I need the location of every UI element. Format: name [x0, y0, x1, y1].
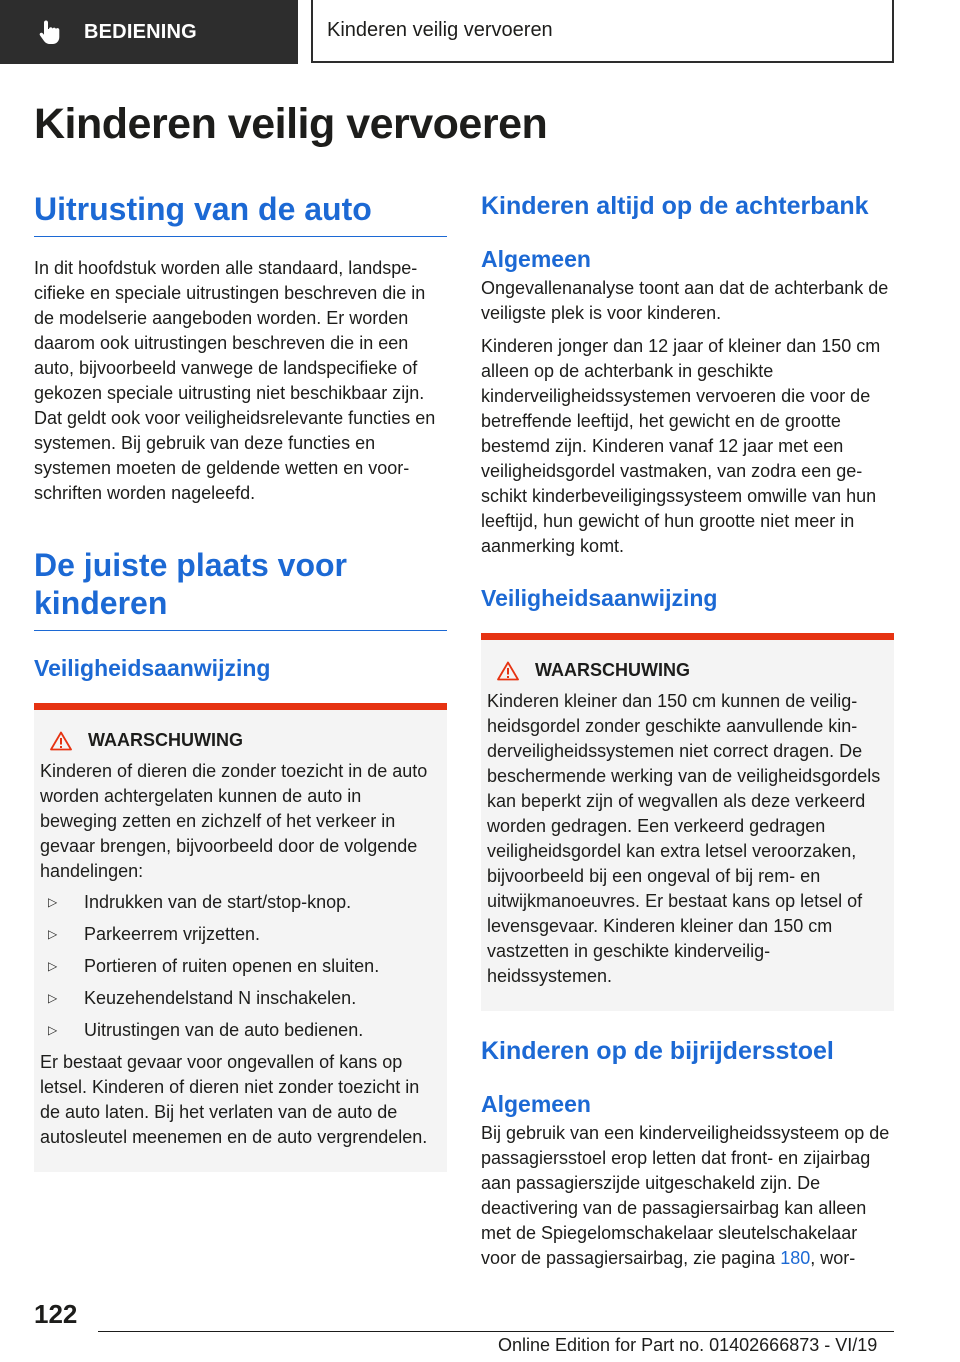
edition-info: Online Edition for Part no. 01402666873 - VI/19	[498, 1335, 878, 1355]
list-item: ▷ Uitrustingen van de auto bedienen.	[40, 1018, 441, 1043]
general-paragraph-2: Kinderen jonger dan 12 jaar of kleiner dan 150 cm alleen op de achterbank in geschikte kinderveiligheidssystemen vervoeren die voor de betreffende leeftijd, het gewicht en de grootte bestemd zijn. Kinderen vanaf 12 jaar met een veiligheidsgordel vastmaken, van zodra een geschikt kinderbeveiligingssysteem omwille van hun leeftijd, hun gewicht of hun grootte niet meer in aanmerking komt.	[481, 336, 881, 556]
hand-pointer-icon	[38, 19, 62, 45]
warning-text-right: Kinderen kleiner dan 150 cm kunnen de veiligheidsgordel zonder geschikte aanvullende kinderveiligheidssystemen niet correct dragen. De beschermende werking van de veiligheidsgordels kan beperkt zijn of wegvallen als deze verkeerd worden gedragen. Een verkeerd gedragen veiligheidsgordel kan extra letsel veroorzaken, bijvoorbeeld bij een ongeval of bij rem- en uitwijkmanoeuvres. Er bestaat kans op letsel of levensgevaar. Kinderen kleiner dan 150 cm vastzetten in geschikte kinderveiligheidssystemen.	[487, 691, 881, 986]
left-column	[34, 190, 447, 1172]
page-link[interactable]: 180	[780, 1248, 811, 1268]
bullet-triangle-icon: ▷	[48, 1023, 58, 1037]
warning-triangle-icon	[497, 661, 519, 681]
warning-title-left	[40, 730, 441, 751]
warning-label-right: WAARSCHUWING	[535, 660, 690, 680]
warning-box-right	[481, 633, 894, 1011]
warning-box-left	[34, 703, 447, 1172]
warning-title-right	[487, 660, 888, 681]
warning-outro: Er bestaat gevaar voor ongevallen of kans op letsel. Kinderen of dieren niet zonder toezicht in de auto laten. Bij het verlaten van de auto de autosleutel meenemen en de auto vergrendelen.	[40, 1052, 428, 1147]
page-title: Kinderen veilig vervoeren	[34, 100, 548, 148]
bullet-triangle-icon: ▷	[48, 959, 58, 973]
safety-heading-right: Veiligheidsaanwijzing	[481, 585, 718, 611]
warning-label-left: WAARSCHUWING	[88, 730, 243, 750]
running-title: Kinderen veilig vervoeren	[311, 0, 894, 63]
list-item: ▷ Indrukken van de start/stop-knop.	[40, 890, 441, 915]
section-tab	[0, 0, 298, 64]
section-tab-label: BEDIENING	[84, 20, 197, 43]
bullet-triangle-icon: ▷	[48, 895, 58, 909]
safety-heading-left: Veiligheidsaanwijzing	[34, 655, 271, 681]
rear-seat-heading: Kinderen altijd op de achterbank	[481, 192, 869, 220]
equipment-paragraph: In dit hoofdstuk worden alle standaard, landspecifieke en speciale uitrustingen beschreven die in de modelserie aangeboden worden. Er worden daarom ook uitrustingen beschreven die in een auto, bijvoorbeeld vanwege de landspecifieke of gekozen speciale uitrusting niet beschikbaar zijn. Dat geldt ook voor veiligheidsrelevante functies en systemen. Bij gebruik van deze functies en systemen moeten de geldende wetten en voorschriften worden nageleefd.	[34, 258, 436, 503]
place-heading: De juiste plaats voor kinderen	[34, 546, 447, 631]
passenger-seat-heading: Kinderen op de bijrijdersstoel	[481, 1037, 834, 1065]
page-number: 122	[34, 1299, 78, 1329]
equipment-heading: Uitrusting van de auto	[34, 190, 447, 237]
list-item: ▷ Portieren of ruiten openen en sluiten.	[40, 954, 441, 979]
general-heading-2: Algemeen	[481, 1091, 591, 1117]
list-item: ▷ Keuzehendelstand N inschakelen.	[40, 986, 441, 1011]
passenger-paragraph: Bij gebruik van een kinderveiligheidssysteem op de passagiersstoel erop letten dat front- en zijairbag aan passagierszijde uitgeschakeld zijn. De deactivering van de passagiersairbag kan alleen met de Spiegelomschakelaar sleutelschakelaar voor de passagiersairbag, zie pagina 180, wor-	[481, 1123, 890, 1268]
general-paragraph-1: Ongevallenanalyse toont aan dat de achterbank de veiligste plek is voor kinderen.	[481, 278, 889, 323]
warning-list	[40, 890, 441, 1043]
general-heading: Algemeen	[481, 246, 591, 272]
right-column	[481, 190, 894, 1271]
bullet-triangle-icon: ▷	[48, 991, 58, 1005]
bullet-triangle-icon: ▷	[48, 927, 58, 941]
list-item: ▷ Parkeerrem vrijzetten.	[40, 922, 441, 947]
warning-intro: Kinderen of dieren die zonder toezicht in de auto worden achtergelaten kunnen de auto in beweging zetten en zichzelf of het verkeer in gevaar brengen, bijvoorbeeld door de volgende handelingen:	[40, 761, 428, 881]
footer-divider	[98, 1331, 894, 1332]
warning-triangle-icon	[50, 731, 72, 751]
